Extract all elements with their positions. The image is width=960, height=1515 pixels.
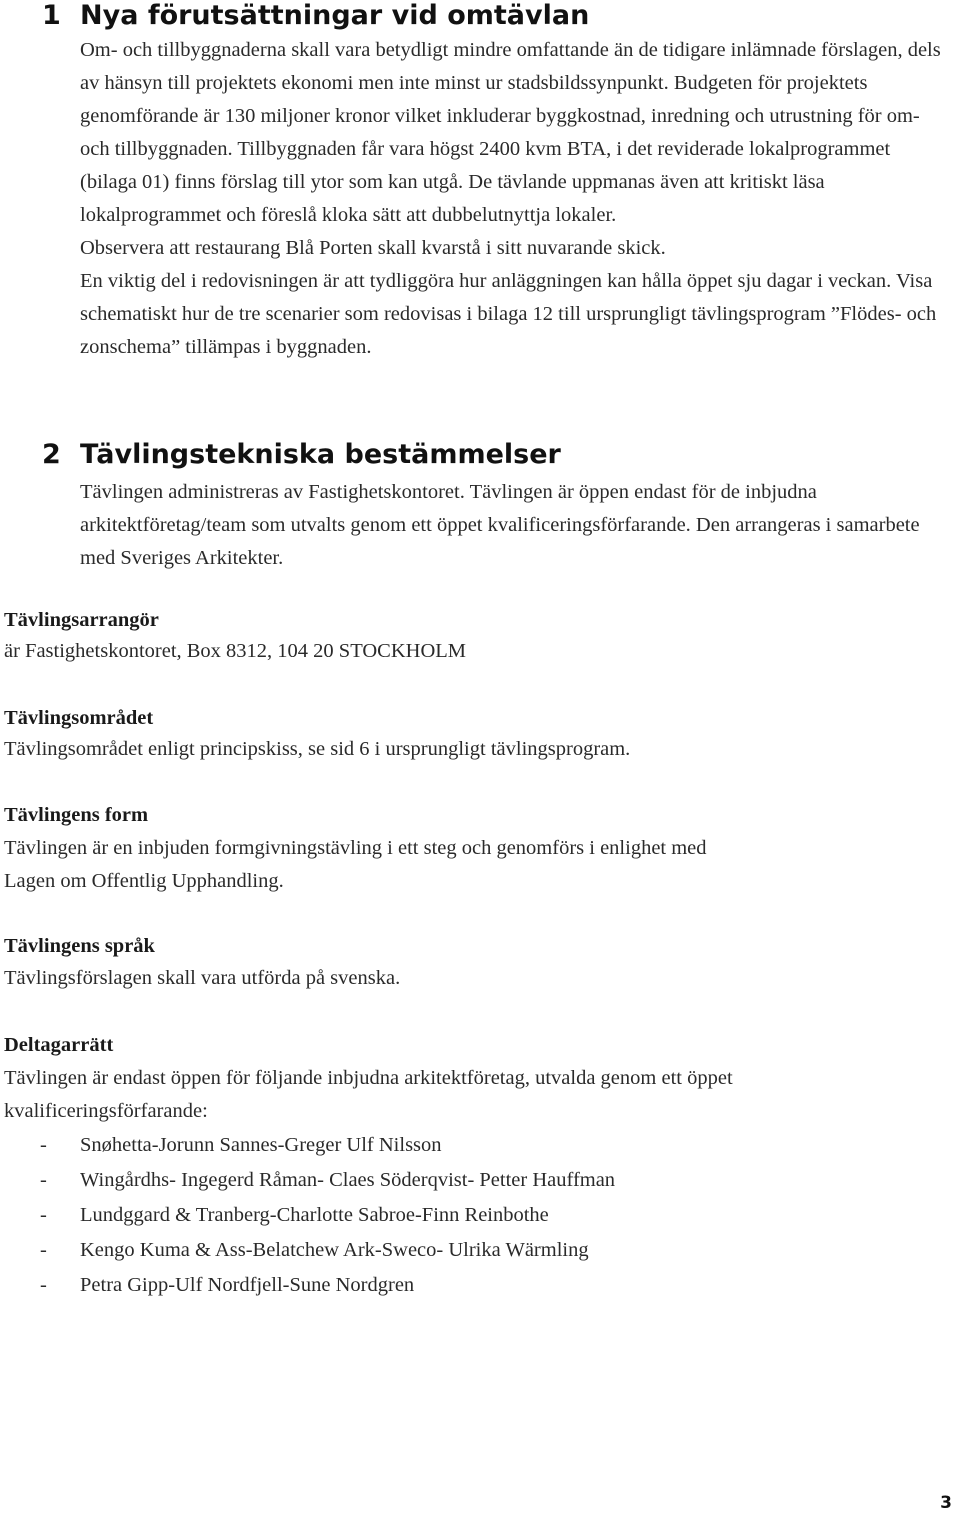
form-line: Lagen om Offentlig Upphandling. xyxy=(4,870,284,892)
participant-name: Kengo Kuma & Ass-Belatchew Ark-Sweco- Ulrika Wärmling xyxy=(80,1239,589,1261)
list-dash: - xyxy=(40,1134,47,1156)
participation-heading: Deltagarrätt xyxy=(4,1034,114,1056)
section-1-paragraph: Observera att restaurang Blå Porten skall kvarstå i sitt nuvarande skick. xyxy=(80,237,666,259)
area-line: Tävlingsområdet enligt principskiss, se sid 6 i ursprungligt tävlingsprogram. xyxy=(4,738,631,760)
participation-line: kvalificeringsförfarande: xyxy=(4,1100,208,1122)
list-item xyxy=(40,1268,615,1303)
list-dash: - xyxy=(40,1239,47,1261)
list-dash: - xyxy=(40,1204,47,1226)
participant-name: Petra Gipp-Ulf Nordfjell-Sune Nordgren xyxy=(80,1274,415,1296)
participation-line: Tävlingen är endast öppen för följande inbjudna arkitektföretag, utvalda genom ett öppet xyxy=(4,1067,733,1089)
section-2-title: Tävlingstekniska bestämmelser xyxy=(80,439,561,470)
arranger-heading: Tävlingsarrangör xyxy=(4,609,159,631)
form-text xyxy=(4,832,707,898)
section-2-paragraph: Tävlingen administreras av Fastighetskontoret. Tävlingen är öppen endast för de inbjudna arkitektföretag/team som utvalts genom ett öppet kvalificeringsförfarande. Den arrangeras i samarbete med Sveriges Arkitekter. xyxy=(80,481,920,569)
section-2-heading xyxy=(42,439,561,471)
area-heading: Tävlingsområdet xyxy=(4,707,154,729)
list-dash: - xyxy=(40,1169,47,1191)
page-number: 3 xyxy=(940,1493,952,1513)
participant-list xyxy=(40,1128,615,1303)
section-1-title: Nya förutsättningar vid omtävlan xyxy=(80,0,590,31)
section-1-paragraph: En viktig del i redovisningen är att tydliggöra hur anläggningen kan hålla öppet sju dagar i veckan. Visa schematiskt hur de tre scenarier som redovisas i bilaga 12 till ursprungligt tävlingsprogram ”Flödes- och zonschema” tillämpas i byggnaden. xyxy=(80,270,937,358)
language-text xyxy=(4,962,400,995)
area-text xyxy=(4,733,630,766)
arranger-line: är Fastighetskontoret, Box 8312, 104 20 STOCKHOLM xyxy=(4,640,467,662)
section-1-heading xyxy=(42,0,589,32)
list-item xyxy=(40,1198,615,1233)
list-dash: - xyxy=(40,1274,47,1296)
participant-name: Wingårdhs- Ingegerd Råman- Claes Söderqvist- Petter Hauffman xyxy=(80,1169,616,1191)
participant-name: Lundggard & Tranberg-Charlotte Sabroe-Finn Reinbothe xyxy=(80,1204,549,1226)
form-heading: Tävlingens form xyxy=(4,804,149,826)
section-1-number: 1 xyxy=(42,0,61,31)
section-2-number: 2 xyxy=(42,439,61,470)
section-1-paragraph: Om- och tillbyggnaderna skall vara betydligt mindre omfattande än de tidigare inlämnade förslagen, dels av hänsyn till projektets ekonomi men inte minst ur stadsbildssynpunkt. Budgeten för projektets genomförande är 130 miljoner kronor vilket inkluderar byggkostnad, inredning och utrustning för om- och tillbyggnaden. Tillbyggnaden får vara högst 2400 kvm BTA, i det reviderade lokalprogrammet (bilaga 01) finns förslag till ytor som kan utgå. De tävlande uppmanas även att kritiskt läsa lokalprogrammet och föreslå kloka sätt att dubbelutnyttja lokaler. xyxy=(80,39,941,226)
participant-name: Snøhetta-Jorunn Sannes-Greger Ulf Nilsson xyxy=(80,1134,442,1156)
section-1-body xyxy=(80,34,945,364)
list-item xyxy=(40,1233,615,1268)
list-item xyxy=(40,1128,615,1163)
arranger-text xyxy=(4,635,466,668)
form-line: Tävlingen är en inbjuden formgivningstävling i ett steg och genomförs i enlighet med xyxy=(4,837,707,859)
participation-text xyxy=(4,1062,733,1128)
language-heading: Tävlingens språk xyxy=(4,935,155,957)
language-line: Tävlingsförslagen skall vara utförda på svenska. xyxy=(4,967,401,989)
section-2-body xyxy=(80,476,950,575)
list-item xyxy=(40,1163,615,1198)
